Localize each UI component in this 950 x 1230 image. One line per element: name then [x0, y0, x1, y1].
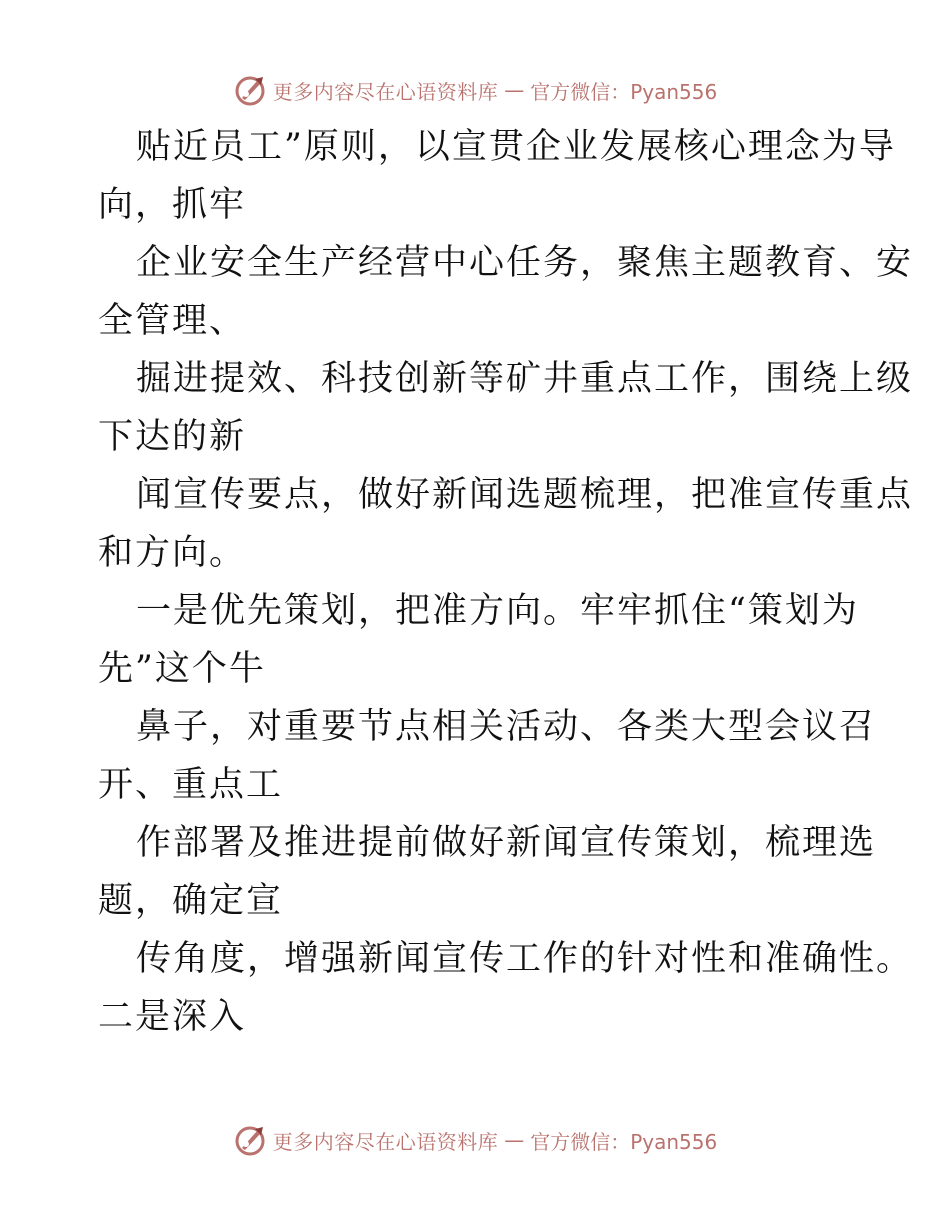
text-line: 作部署及推进提前做好新闻宣传策划，梳理选: [136, 823, 877, 863]
text-line: 掘进提效、科技创新等矿井重点工作，围绕上级: [136, 359, 914, 399]
text-line: 鼻子，对重要节点相关活动、各类大型会议召: [136, 707, 877, 747]
quill-seal-icon: [233, 1123, 267, 1157]
text-line: 二是深入: [98, 997, 247, 1037]
banner-title: 更多内容尽在心语资料库: [272, 79, 499, 104]
text-line: 一是优先策划，把准方向。牢牢抓住“策划为: [136, 591, 859, 631]
banner-content: [233, 73, 718, 107]
text-line: 开、重点工: [98, 765, 284, 805]
text-line: 下达的新: [98, 417, 247, 457]
footer-banner: [0, 1120, 950, 1160]
text-line: 传角度，增强新闻宣传工作的针对性和准确性。: [136, 939, 914, 979]
text-line: 贴近员工”原则，以宣贯企业发展核心理念为导: [136, 127, 896, 167]
text-line: 先”这个牛: [98, 649, 266, 689]
banner-title: 更多内容尽在心语资料库: [272, 1129, 499, 1154]
text-line: 题，确定宣: [98, 881, 284, 921]
quill-seal-icon: [233, 73, 267, 107]
header-banner: [0, 70, 950, 110]
text-line: 全管理、: [98, 301, 247, 341]
banner-separator: —: [504, 1128, 525, 1152]
banner-wechat: 官方微信：Pyan556: [530, 1129, 718, 1154]
banner-wechat: 官方微信：Pyan556: [530, 79, 718, 104]
banner-separator: —: [504, 78, 525, 102]
document-body: [98, 118, 914, 1046]
text-line: 企业安全生产经营中心任务，聚焦主题教育、安: [136, 243, 914, 283]
text-line: 和方向。: [98, 533, 247, 573]
banner-content: [233, 1123, 718, 1157]
text-line: 闻宣传要点，做好新闻选题梳理，把准宣传重点: [136, 475, 914, 515]
text-line: 向，抓牢: [98, 185, 247, 225]
